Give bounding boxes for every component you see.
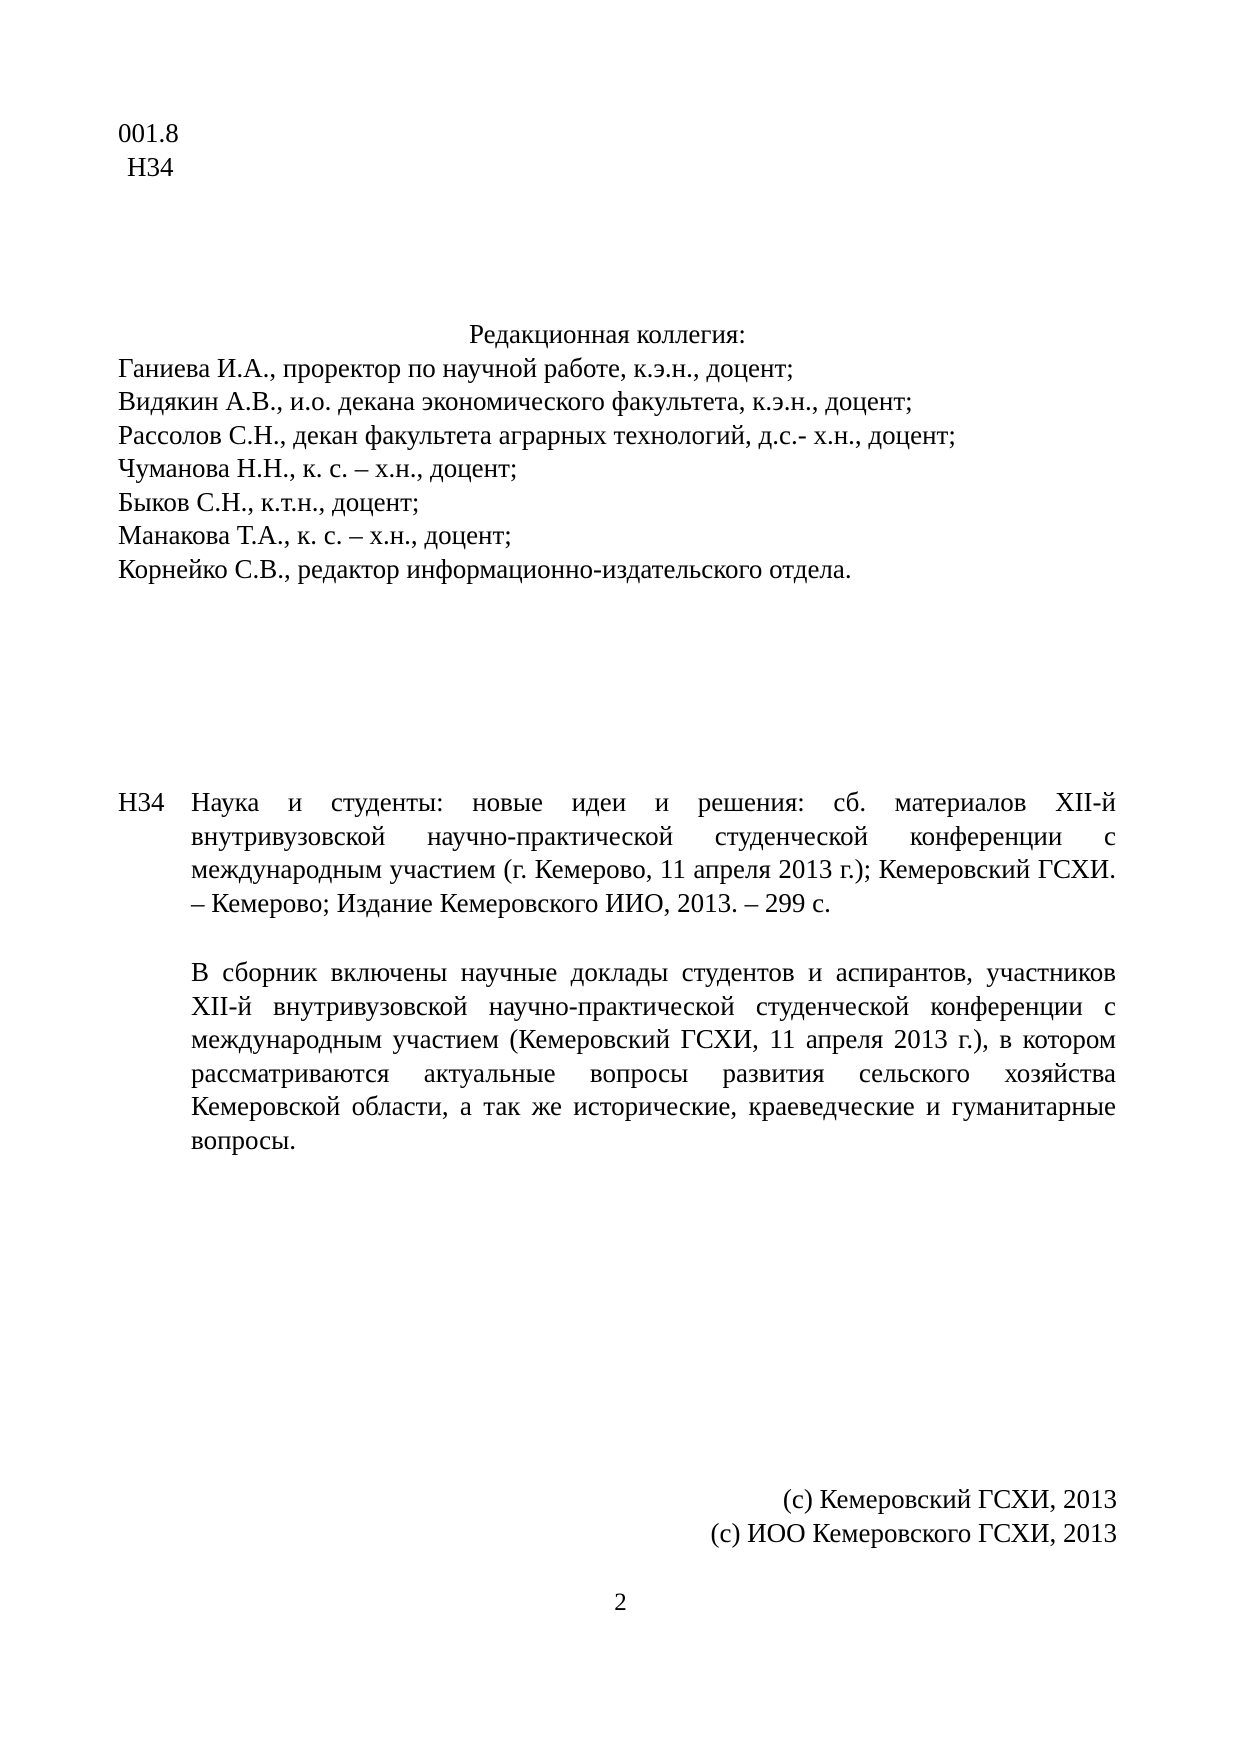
- board-member: Рассолов С.Н., декан факультета аграрных технологий, д.с.- х.н., доцент;: [118, 419, 956, 450]
- editorial-board-title: Редакционная коллегия:: [469, 319, 746, 349]
- page-number: 2: [614, 1589, 627, 1616]
- board-member: Ганиева И.А., проректор по научной работе, к.э.н., доцент;: [118, 352, 794, 383]
- bibliographic-description: Наука и студенты: новые идеи и решения: сб. материалов XII-й внутривузовской научно-практической студенческой конференции с международным участием (г. Кемерово, 11 апреля 2013 г.); Кемеровский ГСХИ. – Кемерово; Издание Кемеровского ИИО, 2013. – 299 с.: [191, 787, 1116, 918]
- udc-code: 001.8: [118, 118, 179, 148]
- copyright-block: [710, 1483, 1117, 1550]
- bibliographic-record: [118, 786, 1118, 920]
- board-member: Манакова Т.А., к. с. – х.н., доцент;: [118, 520, 512, 550]
- board-member: Корнейко С.В., редактор информационно-издательского отдела.: [118, 553, 852, 584]
- board-member: Быков С.Н., к.т.н., доцент;: [118, 486, 420, 517]
- board-member: Видякин А.В., и.о. декана экономического факультета, к.э.н., доцент;: [118, 386, 913, 416]
- editorial-board-list: [118, 352, 1118, 587]
- copyright-line: (с) ИОО Кемеровского ГСХИ, 2013: [710, 1517, 1117, 1548]
- editorial-board: [118, 318, 1118, 586]
- board-member: Чуманова Н.Н., к. с. – х.н., доцент;: [118, 453, 518, 483]
- copyright-line: (с) Кемеровский ГСХИ, 2013: [782, 1484, 1117, 1514]
- bibliographic-code: Н34: [118, 787, 165, 817]
- abstract-paragraph: В сборник включены научные доклады студентов и аспирантов, участников XII-й внутривузовской научно-практической студенческой конференции с международным участием (Кемеровский ГСХИ, 11 апреля 2013 г.), в котором рассматриваются актуальные вопросы развития сельского хозяйства Кемеровской области, а так же исторические, краеведческие и гуманитарные вопросы.: [191, 957, 1116, 1155]
- author-index: Н34: [127, 151, 174, 182]
- classification-block: [118, 117, 179, 184]
